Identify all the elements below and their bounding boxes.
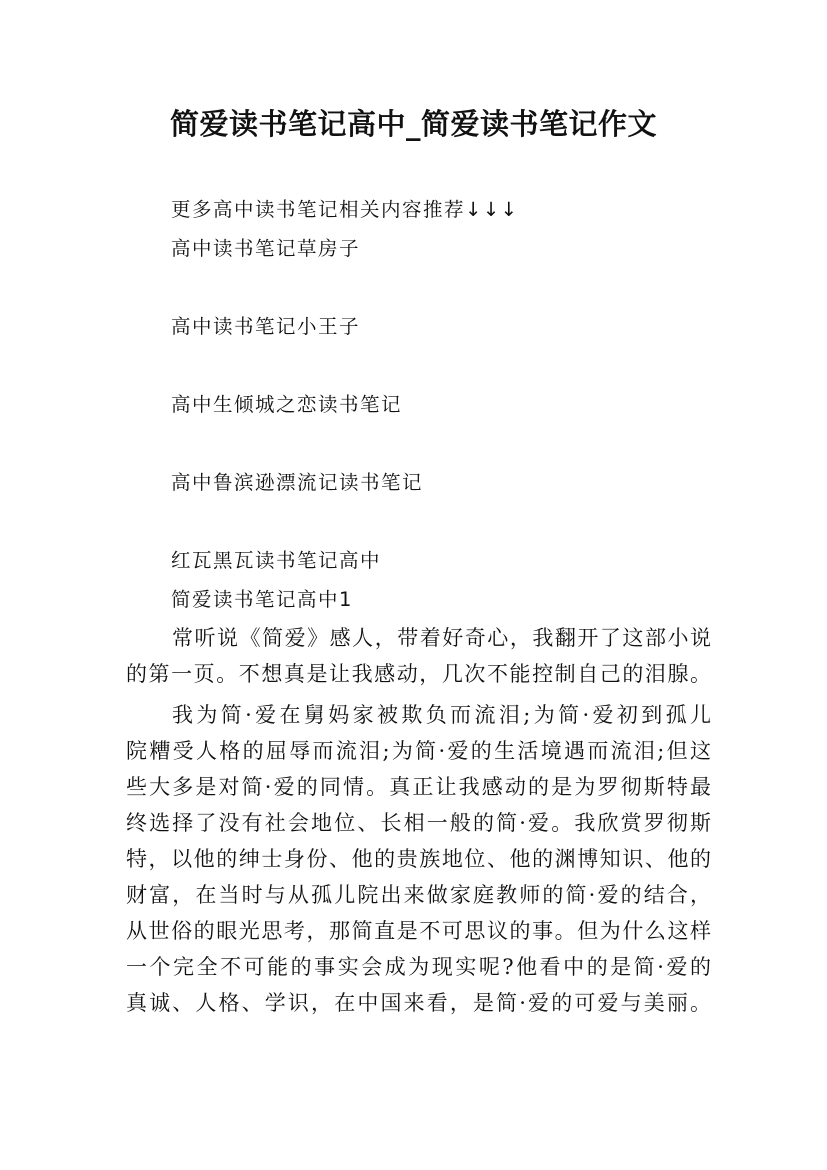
paragraph-line: 终选择了没有社会地位、长相一般的简·爱。我欣赏罗彻斯 [126,811,711,835]
recommend-link[interactable]: 红瓦黑瓦读书笔记高中 [171,549,382,572]
paragraph-line: 的第一页。不想真是让我感动，几次不能控制自己的泪腺。 [126,662,711,686]
paragraph-line: 院糟受人格的屈辱而流泪;为简·爱的生活境遇而流泪;但这 [126,739,711,763]
paragraph [126,697,711,1021]
paragraph-line: 一个完全不可能的事实会成为现实呢?他看中的是简·爱的 [126,955,711,979]
recommend-link[interactable]: 高中读书笔记小王子 [171,315,361,338]
paragraph-line: 些大多是对简·爱的同情。真正让我感动的是为罗彻斯特最 [126,775,711,799]
section-heading: 简爱读书笔记高中1 [171,588,353,611]
paragraph [126,620,711,692]
recommend-header: 更多高中读书笔记相关内容推荐↓↓↓ [171,198,519,221]
recommend-link[interactable]: 高中读书笔记草房子 [171,237,361,260]
recommend-link[interactable]: 高中鲁滨逊漂流记读书笔记 [171,471,424,494]
paragraph-line: 常听说《简爱》感人，带着好奇心，我翻开了这部小说 [172,626,711,650]
page-title: 简爱读书笔记高中_简爱读书笔记作文 [169,107,657,141]
paragraph-line: 从世俗的眼光思考，那简直是不可思议的事。但为什么这样 [126,919,711,943]
paragraph-line: 特，以他的绅士身份、他的贵族地位、他的渊博知识、他的 [126,847,711,871]
paragraph-line: 我为简·爱在舅妈家被欺负而流泪;为简·爱初到孤儿 [172,703,711,727]
recommend-link[interactable]: 高中生倾城之恋读书笔记 [171,393,403,416]
paragraph-line: 财富，在当时与从孤儿院出来做家庭教师的简·爱的结合， [126,883,711,907]
paragraph-line: 真诚、人格、学识，在中国来看，是简·爱的可爱与美丽。 [126,991,711,1015]
